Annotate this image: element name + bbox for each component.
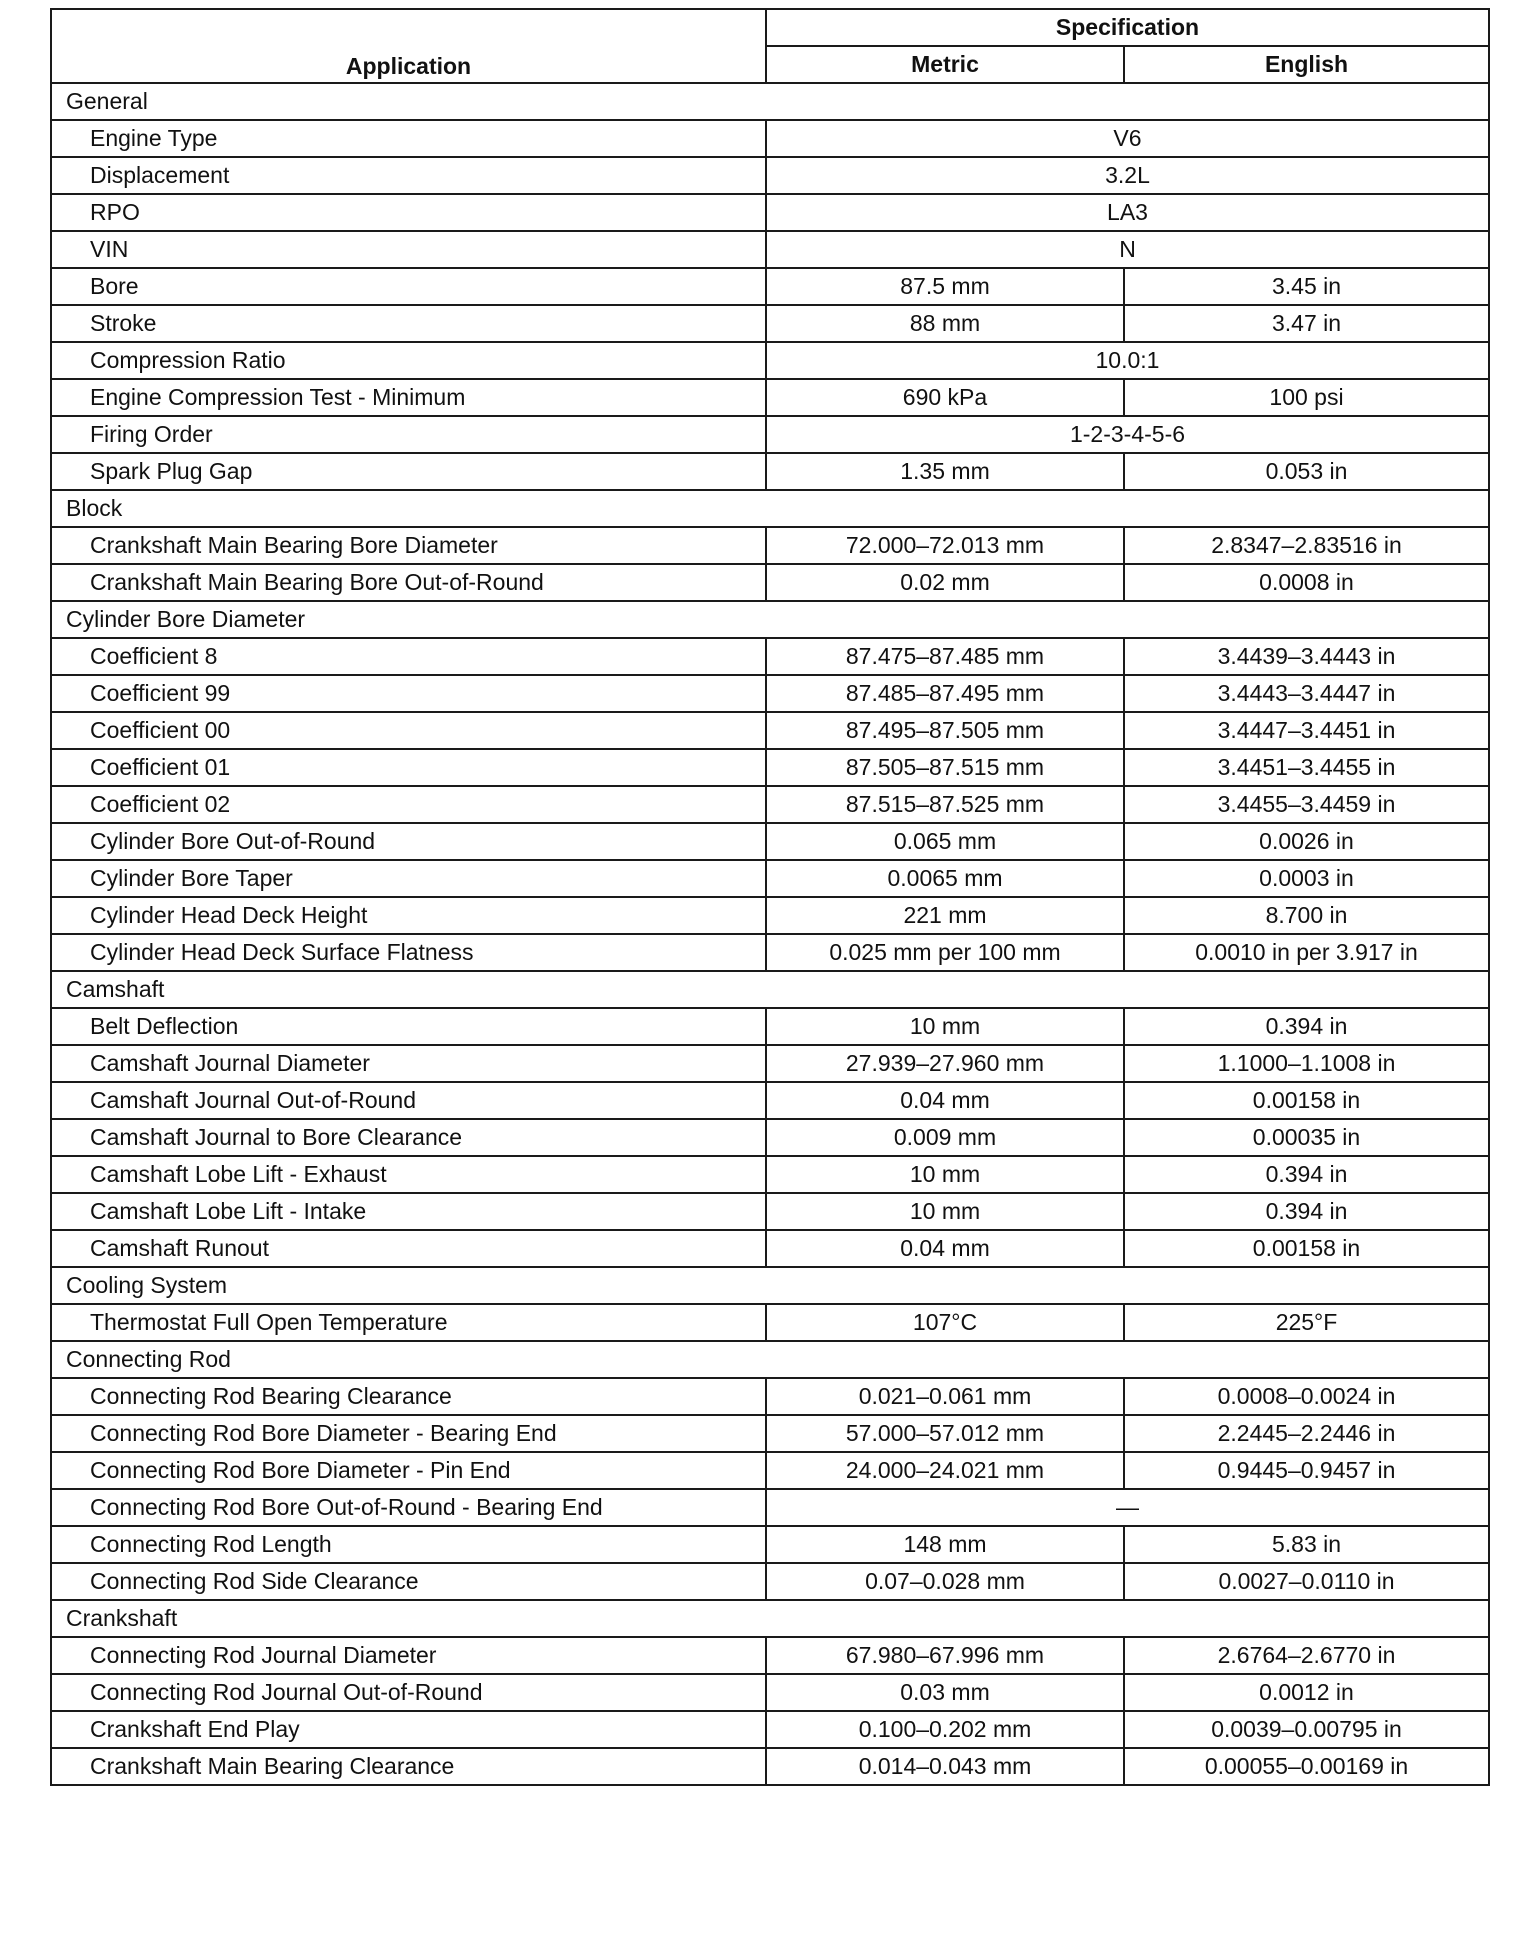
english-cell: 0.394 in <box>1124 1193 1489 1230</box>
application-cell: Crankshaft Main Bearing Bore Diameter <box>51 527 766 564</box>
metric-cell: 0.014–0.043 mm <box>766 1748 1124 1785</box>
section-title: Cylinder Bore Diameter <box>51 601 1489 638</box>
table-row <box>51 786 1489 823</box>
section-row <box>51 1267 1489 1304</box>
english-cell: 3.4443–3.4447 in <box>1124 675 1489 712</box>
english-cell: 3.4451–3.4455 in <box>1124 749 1489 786</box>
metric-cell: 72.000–72.013 mm <box>766 527 1124 564</box>
table-row <box>51 342 1489 379</box>
application-cell: Camshaft Lobe Lift - Exhaust <box>51 1156 766 1193</box>
table-row <box>51 1156 1489 1193</box>
table-row <box>51 1637 1489 1674</box>
metric-cell: 148 mm <box>766 1526 1124 1563</box>
application-cell: Camshaft Journal to Bore Clearance <box>51 1119 766 1156</box>
application-cell: Coefficient 99 <box>51 675 766 712</box>
english-cell: 5.83 in <box>1124 1526 1489 1563</box>
combined-spec-cell: V6 <box>766 120 1489 157</box>
application-cell: Connecting Rod Bore Out-of-Round - Bearing End <box>51 1489 766 1526</box>
metric-cell: 0.02 mm <box>766 564 1124 601</box>
table-row <box>51 1526 1489 1563</box>
english-cell: 1.1000–1.1008 in <box>1124 1045 1489 1082</box>
metric-cell: 67.980–67.996 mm <box>766 1637 1124 1674</box>
english-cell: 2.6764–2.6770 in <box>1124 1637 1489 1674</box>
table-row <box>51 1193 1489 1230</box>
table-row <box>51 1489 1489 1526</box>
application-cell: Compression Ratio <box>51 342 766 379</box>
table-row <box>51 934 1489 971</box>
application-cell: Connecting Rod Journal Out-of-Round <box>51 1674 766 1711</box>
application-cell: Crankshaft Main Bearing Clearance <box>51 1748 766 1785</box>
application-cell: Connecting Rod Bore Diameter - Pin End <box>51 1452 766 1489</box>
english-cell: 3.47 in <box>1124 305 1489 342</box>
english-cell: 8.700 in <box>1124 897 1489 934</box>
table-row <box>51 194 1489 231</box>
application-cell: Camshaft Journal Out-of-Round <box>51 1082 766 1119</box>
english-cell: 0.0027–0.0110 in <box>1124 1563 1489 1600</box>
table-row <box>51 1415 1489 1452</box>
metric-cell: 1.35 mm <box>766 453 1124 490</box>
application-cell: Cylinder Head Deck Surface Flatness <box>51 934 766 971</box>
section-title: Block <box>51 490 1489 527</box>
metric-cell: 107°C <box>766 1304 1124 1341</box>
combined-spec-cell: 10.0:1 <box>766 342 1489 379</box>
english-cell: 3.45 in <box>1124 268 1489 305</box>
english-cell: 0.0012 in <box>1124 1674 1489 1711</box>
table-row <box>51 638 1489 675</box>
english-cell: 100 psi <box>1124 379 1489 416</box>
table-row <box>51 564 1489 601</box>
combined-spec-cell: N <box>766 231 1489 268</box>
metric-cell: 690 kPa <box>766 379 1124 416</box>
table-row <box>51 860 1489 897</box>
english-cell: 0.00055–0.00169 in <box>1124 1748 1489 1785</box>
table-row <box>51 1452 1489 1489</box>
metric-cell: 0.04 mm <box>766 1230 1124 1267</box>
application-cell: VIN <box>51 231 766 268</box>
application-cell: Connecting Rod Journal Diameter <box>51 1637 766 1674</box>
table-row <box>51 379 1489 416</box>
table-row <box>51 1304 1489 1341</box>
application-cell: Coefficient 8 <box>51 638 766 675</box>
table-row <box>51 1008 1489 1045</box>
table-row <box>51 120 1489 157</box>
engine-spec-table <box>50 8 1490 1786</box>
metric-cell: 27.939–27.960 mm <box>766 1045 1124 1082</box>
english-cell: 3.4455–3.4459 in <box>1124 786 1489 823</box>
metric-cell: 0.025 mm per 100 mm <box>766 934 1124 971</box>
table-row <box>51 416 1489 453</box>
section-row <box>51 601 1489 638</box>
application-header: Application <box>51 9 766 83</box>
combined-spec-cell: — <box>766 1489 1489 1526</box>
english-cell: 0.394 in <box>1124 1008 1489 1045</box>
english-cell: 3.4447–3.4451 in <box>1124 712 1489 749</box>
table-header <box>51 9 1489 83</box>
metric-cell: 87.505–87.515 mm <box>766 749 1124 786</box>
table-row <box>51 231 1489 268</box>
metric-cell: 221 mm <box>766 897 1124 934</box>
english-cell: 0.00035 in <box>1124 1119 1489 1156</box>
application-cell: Connecting Rod Bore Diameter - Bearing End <box>51 1415 766 1452</box>
english-cell: 0.9445–0.9457 in <box>1124 1452 1489 1489</box>
metric-cell: 10 mm <box>766 1008 1124 1045</box>
table-row <box>51 1563 1489 1600</box>
table-row <box>51 1378 1489 1415</box>
application-cell: Crankshaft End Play <box>51 1711 766 1748</box>
english-cell: 0.0039–0.00795 in <box>1124 1711 1489 1748</box>
metric-cell: 0.04 mm <box>766 1082 1124 1119</box>
section-title: Cooling System <box>51 1267 1489 1304</box>
section-title: Crankshaft <box>51 1600 1489 1637</box>
table-row <box>51 527 1489 564</box>
english-cell: 0.0026 in <box>1124 823 1489 860</box>
application-cell: Connecting Rod Side Clearance <box>51 1563 766 1600</box>
english-cell: 3.4439–3.4443 in <box>1124 638 1489 675</box>
metric-cell: 0.100–0.202 mm <box>766 1711 1124 1748</box>
application-cell: Displacement <box>51 157 766 194</box>
table-body <box>51 83 1489 1785</box>
section-row <box>51 83 1489 120</box>
table-row <box>51 1082 1489 1119</box>
section-title: Camshaft <box>51 971 1489 1008</box>
metric-cell: 0.009 mm <box>766 1119 1124 1156</box>
application-cell: Thermostat Full Open Temperature <box>51 1304 766 1341</box>
application-cell: Cylinder Bore Out-of-Round <box>51 823 766 860</box>
english-cell: 0.394 in <box>1124 1156 1489 1193</box>
english-cell: 0.0010 in per 3.917 in <box>1124 934 1489 971</box>
table-row <box>51 1119 1489 1156</box>
application-cell: Engine Type <box>51 120 766 157</box>
table-row <box>51 268 1489 305</box>
table-row <box>51 823 1489 860</box>
application-cell: Coefficient 02 <box>51 786 766 823</box>
section-title: General <box>51 83 1489 120</box>
combined-spec-cell: 1-2-3-4-5-6 <box>766 416 1489 453</box>
application-cell: Connecting Rod Length <box>51 1526 766 1563</box>
table-row <box>51 453 1489 490</box>
metric-cell: 0.021–0.061 mm <box>766 1378 1124 1415</box>
section-row <box>51 971 1489 1008</box>
english-cell: 0.053 in <box>1124 453 1489 490</box>
section-row <box>51 1341 1489 1378</box>
table-row <box>51 1230 1489 1267</box>
application-cell: Crankshaft Main Bearing Bore Out-of-Round <box>51 564 766 601</box>
table-row <box>51 1674 1489 1711</box>
english-cell: 0.00158 in <box>1124 1230 1489 1267</box>
table-row <box>51 1045 1489 1082</box>
english-cell: 0.0008–0.0024 in <box>1124 1378 1489 1415</box>
metric-cell: 57.000–57.012 mm <box>766 1415 1124 1452</box>
application-cell: Cylinder Head Deck Height <box>51 897 766 934</box>
table-row <box>51 712 1489 749</box>
section-row <box>51 490 1489 527</box>
section-title: Connecting Rod <box>51 1341 1489 1378</box>
metric-cell: 24.000–24.021 mm <box>766 1452 1124 1489</box>
application-cell: Bore <box>51 268 766 305</box>
english-cell: 225°F <box>1124 1304 1489 1341</box>
application-cell: Firing Order <box>51 416 766 453</box>
english-cell: 0.0003 in <box>1124 860 1489 897</box>
english-cell: 2.2445–2.2446 in <box>1124 1415 1489 1452</box>
application-cell: Connecting Rod Bearing Clearance <box>51 1378 766 1415</box>
application-cell: Belt Deflection <box>51 1008 766 1045</box>
table-row <box>51 749 1489 786</box>
table-row <box>51 157 1489 194</box>
metric-header: Metric <box>766 46 1124 83</box>
english-cell: 0.0008 in <box>1124 564 1489 601</box>
table-row <box>51 1748 1489 1785</box>
application-cell: Engine Compression Test - Minimum <box>51 379 766 416</box>
metric-cell: 10 mm <box>766 1156 1124 1193</box>
metric-cell: 87.495–87.505 mm <box>766 712 1124 749</box>
metric-cell: 10 mm <box>766 1193 1124 1230</box>
table-row <box>51 1711 1489 1748</box>
metric-cell: 87.515–87.525 mm <box>766 786 1124 823</box>
metric-cell: 0.07–0.028 mm <box>766 1563 1124 1600</box>
table-row <box>51 305 1489 342</box>
table-row <box>51 675 1489 712</box>
english-cell: 2.8347–2.83516 in <box>1124 527 1489 564</box>
english-header: English <box>1124 46 1489 83</box>
combined-spec-cell: 3.2L <box>766 157 1489 194</box>
metric-cell: 88 mm <box>766 305 1124 342</box>
application-cell: Coefficient 01 <box>51 749 766 786</box>
application-cell: Cylinder Bore Taper <box>51 860 766 897</box>
english-cell: 0.00158 in <box>1124 1082 1489 1119</box>
section-row <box>51 1600 1489 1637</box>
specification-header: Specification <box>766 9 1489 46</box>
application-cell: RPO <box>51 194 766 231</box>
table-row <box>51 897 1489 934</box>
application-cell: Stroke <box>51 305 766 342</box>
metric-cell: 0.03 mm <box>766 1674 1124 1711</box>
metric-cell: 0.065 mm <box>766 823 1124 860</box>
application-cell: Camshaft Runout <box>51 1230 766 1267</box>
metric-cell: 87.5 mm <box>766 268 1124 305</box>
application-cell: Coefficient 00 <box>51 712 766 749</box>
metric-cell: 87.485–87.495 mm <box>766 675 1124 712</box>
metric-cell: 0.0065 mm <box>766 860 1124 897</box>
application-cell: Camshaft Journal Diameter <box>51 1045 766 1082</box>
combined-spec-cell: LA3 <box>766 194 1489 231</box>
metric-cell: 87.475–87.485 mm <box>766 638 1124 675</box>
application-cell: Camshaft Lobe Lift - Intake <box>51 1193 766 1230</box>
application-cell: Spark Plug Gap <box>51 453 766 490</box>
